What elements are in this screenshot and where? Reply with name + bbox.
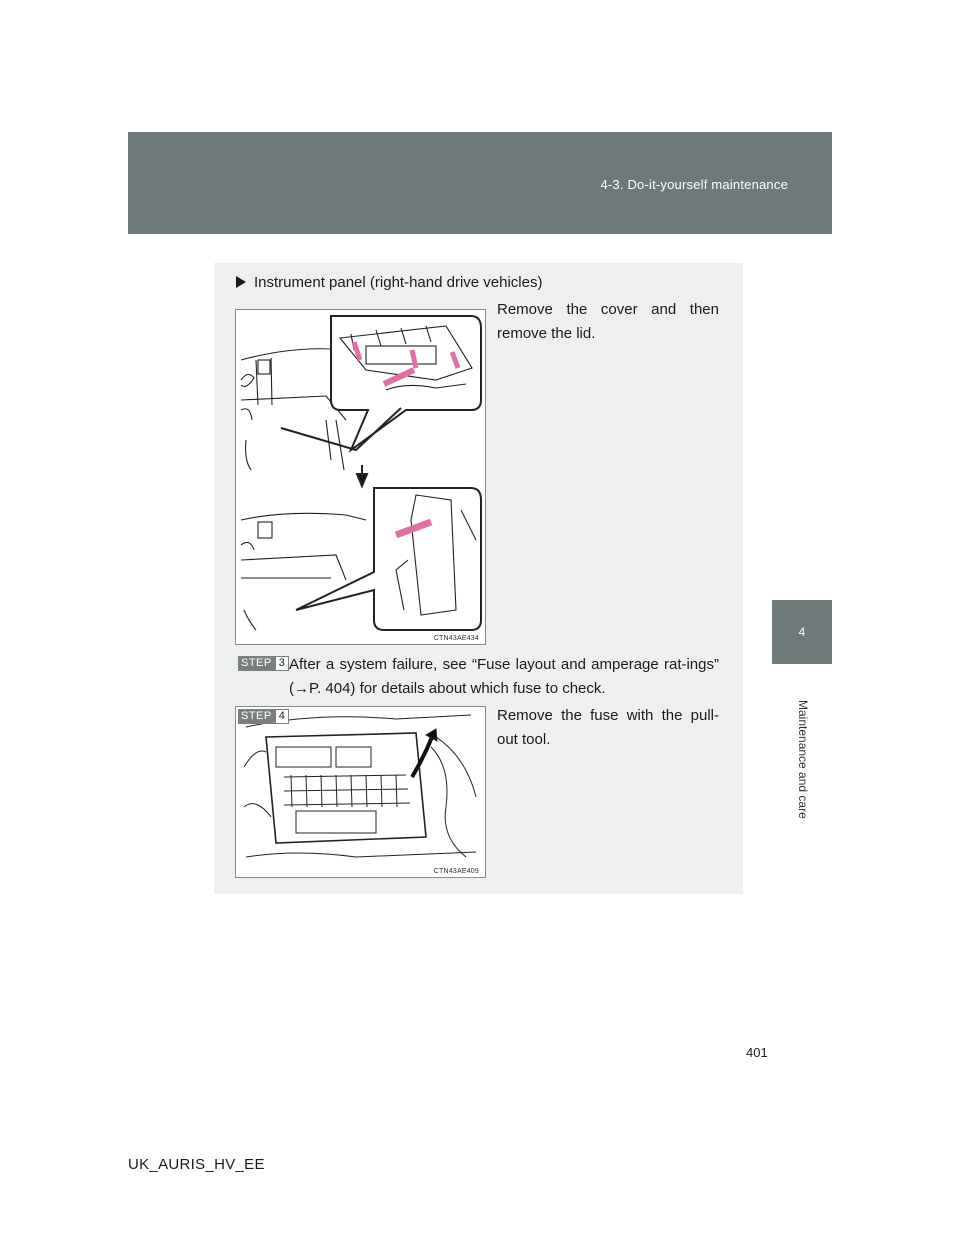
chapter-label: Maintenance and care [796, 700, 810, 819]
section-heading [236, 274, 542, 291]
figure-code: CTN43AE434 [433, 635, 479, 642]
step-3-badge [238, 656, 289, 671]
header-band [128, 132, 832, 234]
chapter-number: 4 [798, 625, 806, 639]
page-number: 401 [746, 1045, 768, 1060]
instrument-panel-drawing [236, 310, 485, 644]
document-code: UK_AURIS_HV_EE [128, 1156, 265, 1173]
step-number: 4 [275, 709, 289, 724]
step-label: STEP [238, 709, 275, 724]
triangle-bullet-icon [236, 276, 246, 288]
fuse-box-illustration [235, 706, 486, 878]
chapter-tab [772, 600, 832, 664]
step-label: STEP [238, 656, 275, 671]
step-number: 3 [275, 656, 289, 671]
instruction-text: Remove the cover and then remove the lid. [497, 301, 719, 342]
section-heading-text: Instrument panel (right-hand drive vehicles) [254, 274, 543, 291]
fuse-box-drawing [236, 707, 485, 877]
step-3-text: After a system failure, see “Fuse layout and amperage rat-ings” (→P. 404) for details about which fuse to check. [289, 656, 719, 697]
step-4-badge [238, 709, 289, 724]
figure-code: CTN43AE409 [433, 868, 479, 875]
section-title: 4-3. Do-it-yourself maintenance [600, 177, 788, 192]
step-4-text: Remove the fuse with the pull-out tool. [497, 707, 719, 748]
instrument-panel-illustration [235, 309, 486, 645]
